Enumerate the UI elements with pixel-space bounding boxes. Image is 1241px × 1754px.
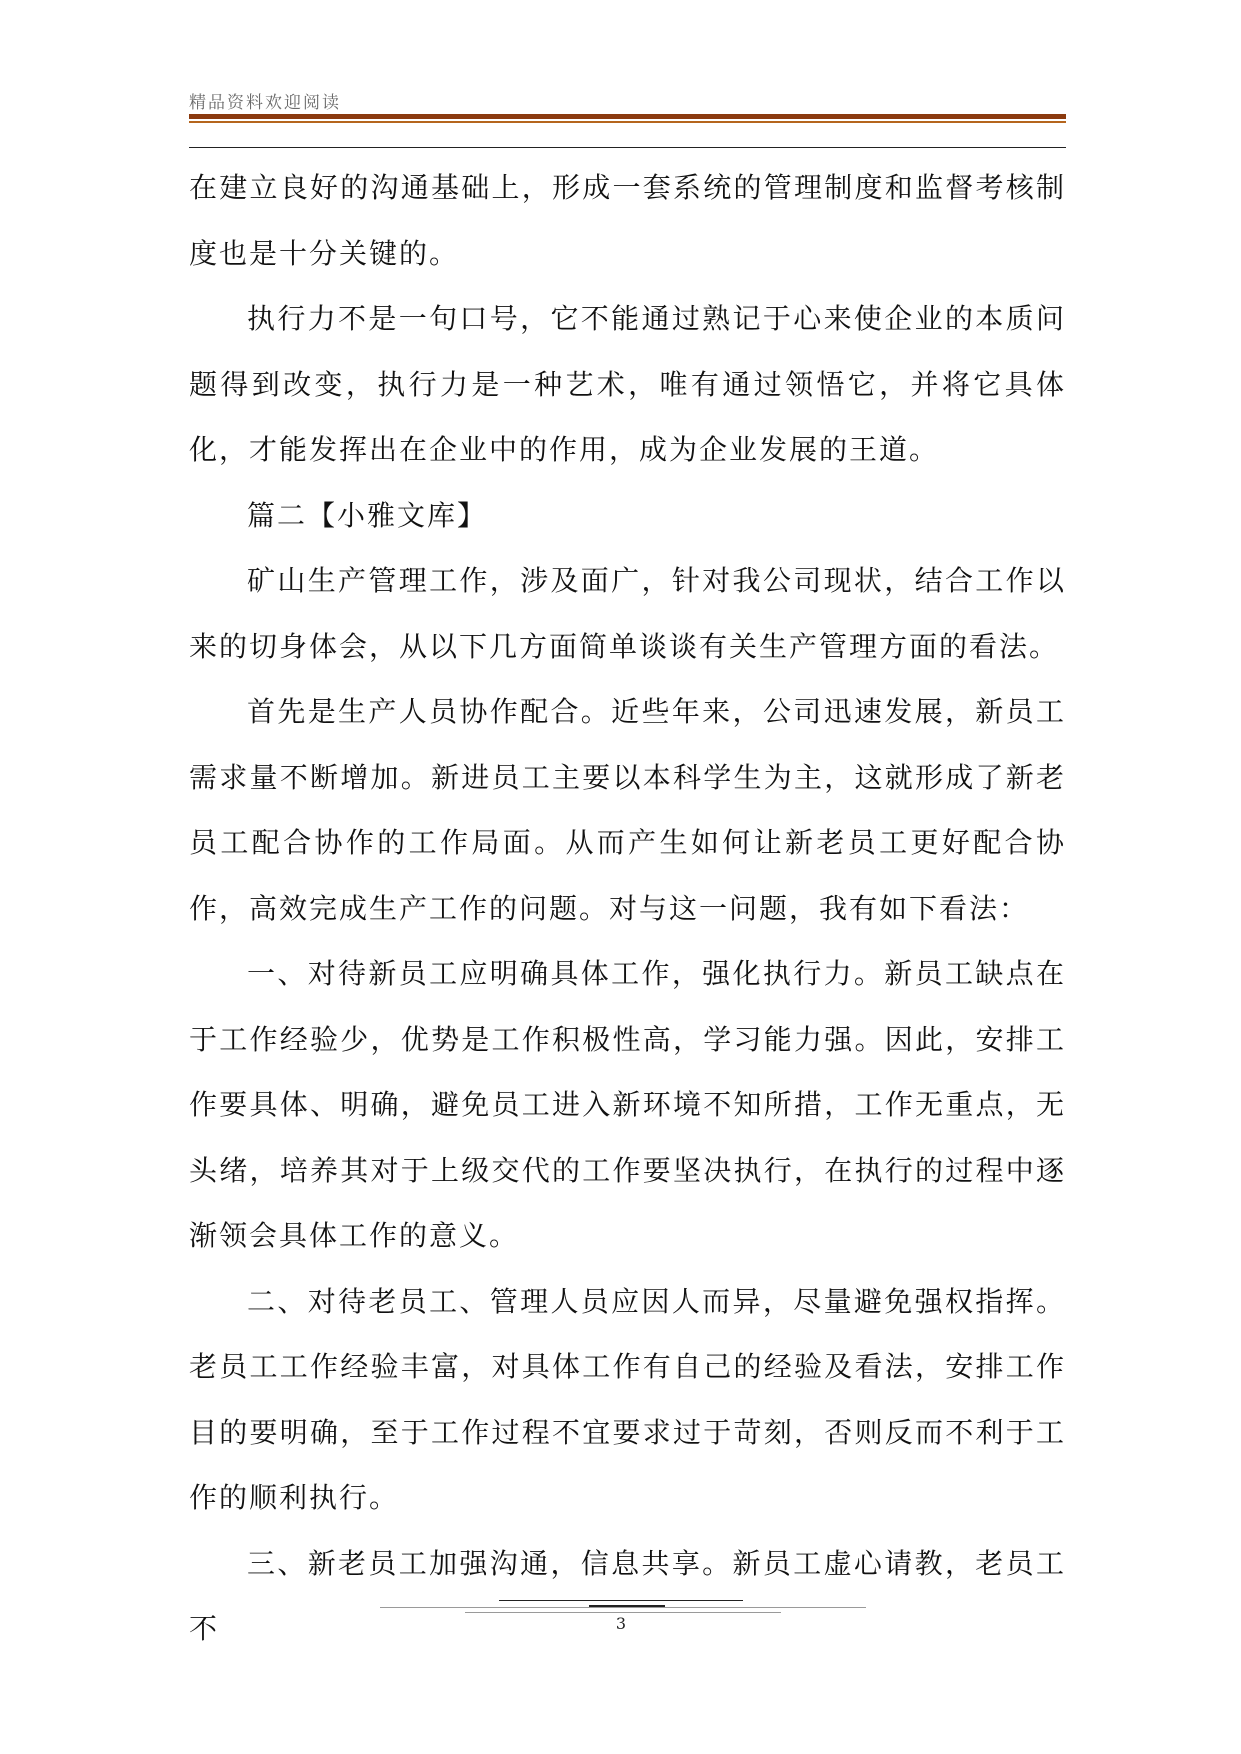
paragraph: 首先是生产人员协作配合。近些年来，公司迅速发展，新员工需求量不断增加。新进员工主要以本科学生为主，这就形成了新老员工配合协作的工作局面。从而产生如何让新老员工更好配合协作，高效完成生产工作的问题。对与这一问题，我有如下看法：	[189, 695, 1066, 925]
footer-rule	[465, 1612, 781, 1613]
footer-rule	[380, 1607, 866, 1608]
paragraph: 执行力不是一句口号，它不能通过熟记于心来使企业的本质问题得到改变，执行力是一种艺术，唯有通过领悟它，并将它具体化，才能发挥出在企业中的作用，成为企业发展的王道。	[189, 302, 1066, 466]
paragraph: 一、对待新员工应明确具体工作，强化执行力。新员工缺点在于工作经验少，优势是工作积极性高，学习能力强。因此，安排工作要具体、明确，避免员工进入新环境不知所措，工作无重点，无头绪，培养其对于上级交代的工作要坚决执行，在执行的过程中逐渐领会具体工作的意义。	[189, 957, 1066, 1252]
paragraph: 矿山生产管理工作，涉及面广，针对我公司现状，结合工作以来的切身体会，从以下几方面简单谈谈有关生产管理方面的看法。	[189, 564, 1066, 663]
paragraph-continuation: 在建立良好的沟通基础上，形成一套系统的管理制度和监督考核制度也是十分关键的。	[189, 171, 1066, 270]
section-heading: 篇二【小雅文库】	[247, 498, 488, 532]
page-number: 3	[615, 1614, 627, 1633]
paragraph: 二、对待老员工、管理人员应因人而异，尽量避免强权指挥。老员工工作经验丰富，对具体工作有自己的经验及看法，安排工作目的要明确，至于工作过程不宜要求过于苛刻，否则反而不利于工作的顺利执行。	[189, 1284, 1066, 1514]
footer-rule	[499, 1600, 743, 1601]
header-rule-accent	[189, 121, 1066, 123]
header-title: 精品资料欢迎阅读	[189, 93, 341, 113]
header-rule-thin	[189, 147, 1066, 148]
header-rule-thick	[189, 114, 1066, 119]
document-body	[189, 155, 1066, 1662]
paragraph: 三、新老员工加强沟通，信息共享。新员工虚心请教，老员工不	[189, 1546, 1066, 1645]
